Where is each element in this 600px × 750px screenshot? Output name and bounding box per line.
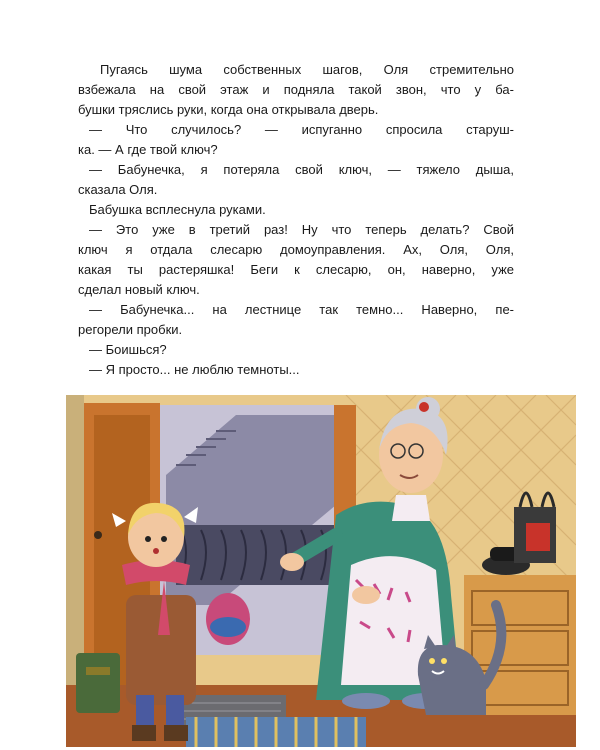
schoolbag	[76, 653, 120, 713]
text-line: — Бабунечка, я потеряла свой ключ, — тяжело дыша,	[89, 162, 514, 177]
text-line: какая ты растеряшка! Беги к слесарю, он, наверно, уже	[78, 262, 514, 277]
text-line: — Что случилось? — испуганно спросила старуш-	[89, 122, 514, 137]
text-line: Бабушка всплеснула руками.	[89, 202, 266, 217]
door-knob	[94, 531, 102, 539]
text-line: сказала Оля.	[78, 182, 158, 197]
text-line: бушки тряслись руки, когда она открывала дверь.	[78, 102, 379, 117]
text-line: ключ я отдала слесарю домоуправления. Ах, Оля, Оля,	[78, 242, 514, 257]
text-line: регорели пробки.	[78, 322, 183, 337]
text-line: сделал новый ключ.	[78, 282, 200, 297]
story-text	[78, 60, 514, 380]
text-line: — Это уже в третий раз! Ну что теперь делать? Свой	[89, 222, 514, 237]
illustration	[66, 395, 576, 747]
text-line: — Боишься?	[89, 342, 167, 357]
text-line: ка. — А где твой ключ?	[78, 142, 218, 157]
illustration-scene	[66, 395, 576, 747]
text-line: — Я просто... не люблю темноты...	[89, 362, 300, 377]
text-line: — Бабунечка... на лестнице так темно... Наверно, пе-	[89, 302, 514, 317]
text-line: взбежала на свой этаж и подняла такой звон, что у ба-	[78, 82, 514, 97]
text-line: Пугаясь шума собственных шагов, Оля стремительно	[100, 62, 514, 77]
